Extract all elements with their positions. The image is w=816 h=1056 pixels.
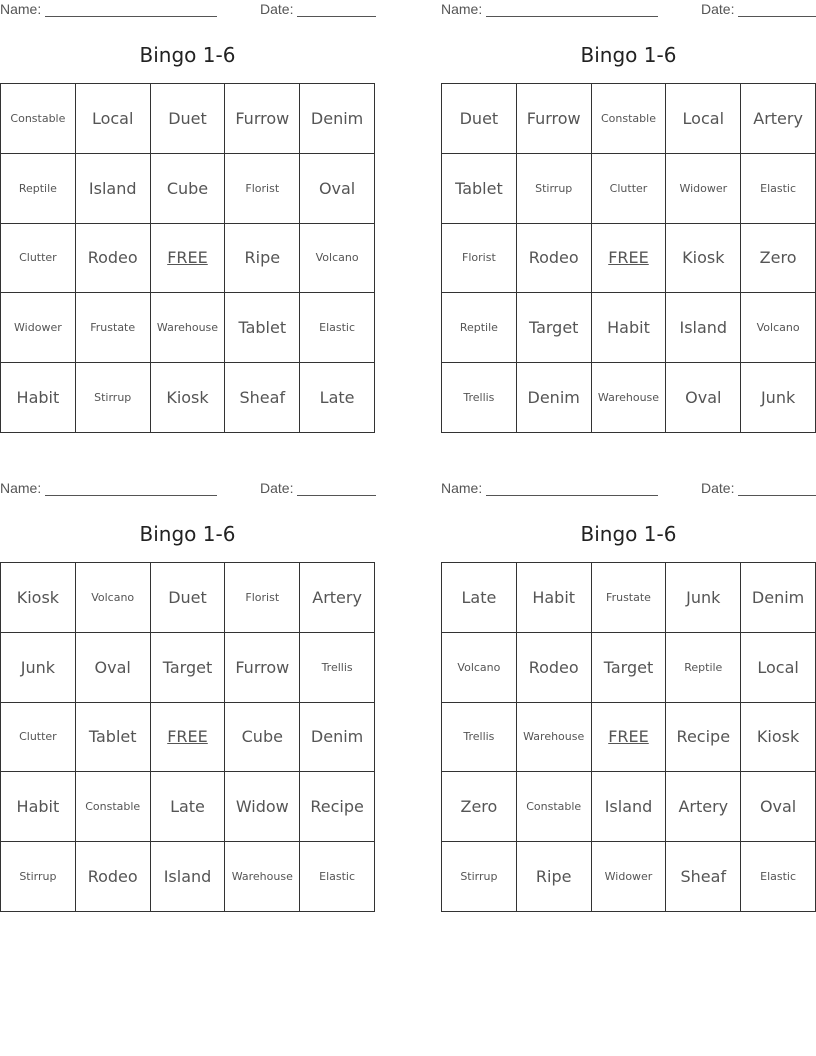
- bingo-cell[interactable]: Warehouse: [225, 842, 300, 912]
- bingo-cell[interactable]: Tablet: [442, 154, 517, 224]
- card-title: Bingo 1-6: [139, 43, 236, 67]
- bingo-cell[interactable]: Trellis: [442, 363, 517, 433]
- bingo-cell[interactable]: Clutter: [1, 224, 76, 294]
- bingo-cell[interactable]: Elastic: [741, 842, 816, 912]
- bingo-cell[interactable]: Reptile: [442, 293, 517, 363]
- bingo-cell[interactable]: Widower: [592, 842, 667, 912]
- bingo-cell[interactable]: Island: [592, 772, 667, 842]
- bingo-cell[interactable]: Local: [741, 633, 816, 703]
- bingo-cell[interactable]: Furrow: [225, 633, 300, 703]
- bingo-cell[interactable]: Island: [151, 842, 226, 912]
- bingo-cell[interactable]: Florist: [225, 154, 300, 224]
- free-cell[interactable]: FREE: [151, 224, 226, 294]
- bingo-cell[interactable]: Furrow: [517, 84, 592, 154]
- bingo-cell[interactable]: Habit: [1, 363, 76, 433]
- bingo-cell[interactable]: Duet: [151, 84, 226, 154]
- bingo-cell[interactable]: Volcano: [76, 563, 151, 633]
- name-date-row: [441, 1, 816, 19]
- bingo-cell[interactable]: Constable: [592, 84, 667, 154]
- date-blank-line[interactable]: [297, 16, 376, 17]
- name-date-row: [0, 480, 375, 498]
- name-label: Name:: [441, 1, 483, 17]
- date-blank-line[interactable]: [738, 495, 816, 496]
- bingo-cell[interactable]: Florist: [225, 563, 300, 633]
- bingo-cell[interactable]: Artery: [741, 84, 816, 154]
- bingo-cell[interactable]: Target: [151, 633, 226, 703]
- bingo-cell[interactable]: Kiosk: [741, 703, 816, 773]
- bingo-cell[interactable]: Stirrup: [76, 363, 151, 433]
- bingo-cell[interactable]: Oval: [741, 772, 816, 842]
- bingo-cell[interactable]: Artery: [300, 563, 375, 633]
- bingo-cell[interactable]: Stirrup: [1, 842, 76, 912]
- date-label: Date:: [701, 1, 735, 17]
- bingo-cell[interactable]: Widower: [666, 154, 741, 224]
- bingo-cell[interactable]: Rodeo: [76, 224, 151, 294]
- bingo-cell[interactable]: Late: [151, 772, 226, 842]
- date-label: Date:: [260, 1, 294, 17]
- bingo-cell[interactable]: Target: [517, 293, 592, 363]
- date-label: Date:: [260, 480, 294, 496]
- bingo-cell[interactable]: Clutter: [1, 703, 76, 773]
- bingo-cell[interactable]: Local: [76, 84, 151, 154]
- bingo-cell[interactable]: Kiosk: [666, 224, 741, 294]
- bingo-cell[interactable]: Habit: [592, 293, 667, 363]
- bingo-cell[interactable]: Junk: [741, 363, 816, 433]
- date-blank-line[interactable]: [738, 16, 816, 17]
- free-cell[interactable]: FREE: [151, 703, 226, 773]
- bingo-cell[interactable]: Island: [666, 293, 741, 363]
- bingo-cell[interactable]: Elastic: [300, 293, 375, 363]
- name-date-row: [441, 480, 816, 498]
- bingo-cell[interactable]: Stirrup: [442, 842, 517, 912]
- bingo-cell[interactable]: Oval: [76, 633, 151, 703]
- date-blank-line[interactable]: [297, 495, 376, 496]
- bingo-cell[interactable]: Warehouse: [517, 703, 592, 773]
- bingo-cell[interactable]: Rodeo: [76, 842, 151, 912]
- bingo-grid: [0, 562, 375, 912]
- bingo-cell[interactable]: Kiosk: [1, 563, 76, 633]
- bingo-cell[interactable]: Junk: [1, 633, 76, 703]
- bingo-cell[interactable]: Island: [76, 154, 151, 224]
- card-title: Bingo 1-6: [580, 522, 677, 546]
- bingo-cell[interactable]: Oval: [300, 154, 375, 224]
- name-date-row: [0, 1, 375, 19]
- bingo-cell[interactable]: Zero: [741, 224, 816, 294]
- bingo-cell[interactable]: Stirrup: [517, 154, 592, 224]
- free-cell[interactable]: FREE: [592, 703, 667, 773]
- bingo-cell[interactable]: Tablet: [76, 703, 151, 773]
- bingo-cell[interactable]: Sheaf: [225, 363, 300, 433]
- bingo-cell[interactable]: Denim: [741, 563, 816, 633]
- bingo-cell[interactable]: Sheaf: [666, 842, 741, 912]
- date-label: Date:: [701, 480, 735, 496]
- name-blank-line[interactable]: [486, 16, 658, 17]
- bingo-cell[interactable]: Junk: [666, 563, 741, 633]
- bingo-cell[interactable]: Frustate: [592, 563, 667, 633]
- bingo-cell[interactable]: Reptile: [666, 633, 741, 703]
- name-label: Name:: [0, 480, 42, 496]
- card-title: Bingo 1-6: [580, 43, 677, 67]
- bingo-cell[interactable]: Warehouse: [151, 293, 226, 363]
- bingo-cell[interactable]: Tablet: [225, 293, 300, 363]
- bingo-cell[interactable]: Constable: [517, 772, 592, 842]
- bingo-cell[interactable]: Trellis: [300, 633, 375, 703]
- free-cell[interactable]: FREE: [592, 224, 667, 294]
- bingo-cell[interactable]: Widower: [1, 293, 76, 363]
- bingo-cell[interactable]: Recipe: [300, 772, 375, 842]
- bingo-cell[interactable]: Local: [666, 84, 741, 154]
- bingo-cell[interactable]: Denim: [517, 363, 592, 433]
- bingo-cell[interactable]: Cube: [151, 154, 226, 224]
- bingo-cell[interactable]: Late: [442, 563, 517, 633]
- bingo-cell[interactable]: Artery: [666, 772, 741, 842]
- bingo-cell[interactable]: Oval: [666, 363, 741, 433]
- bingo-cell[interactable]: Trellis: [442, 703, 517, 773]
- bingo-cell[interactable]: Furrow: [225, 84, 300, 154]
- bingo-cell[interactable]: Rodeo: [517, 224, 592, 294]
- bingo-cell[interactable]: Recipe: [666, 703, 741, 773]
- bingo-cell[interactable]: Habit: [1, 772, 76, 842]
- bingo-cell[interactable]: Clutter: [592, 154, 667, 224]
- bingo-cell[interactable]: Rodeo: [517, 633, 592, 703]
- bingo-cell[interactable]: Volcano: [300, 224, 375, 294]
- bingo-cell[interactable]: Constable: [1, 84, 76, 154]
- bingo-cell[interactable]: Duet: [151, 563, 226, 633]
- bingo-cell[interactable]: Habit: [517, 563, 592, 633]
- bingo-cell[interactable]: Reptile: [1, 154, 76, 224]
- name-blank-line[interactable]: [45, 16, 217, 17]
- bingo-cell[interactable]: Frustate: [76, 293, 151, 363]
- bingo-cell[interactable]: Target: [592, 633, 667, 703]
- card-title: Bingo 1-6: [139, 522, 236, 546]
- bingo-cell[interactable]: Elastic: [741, 154, 816, 224]
- bingo-grid: [441, 83, 816, 433]
- bingo-cell[interactable]: Kiosk: [151, 363, 226, 433]
- bingo-cell[interactable]: Denim: [300, 703, 375, 773]
- bingo-cell[interactable]: Late: [300, 363, 375, 433]
- bingo-cell[interactable]: Constable: [76, 772, 151, 842]
- bingo-cell[interactable]: Ripe: [517, 842, 592, 912]
- name-label: Name:: [0, 1, 42, 17]
- bingo-grid: [0, 83, 375, 433]
- bingo-cell[interactable]: Widow: [225, 772, 300, 842]
- name-blank-line[interactable]: [45, 495, 217, 496]
- bingo-cell[interactable]: Cube: [225, 703, 300, 773]
- bingo-cell[interactable]: Zero: [442, 772, 517, 842]
- bingo-cell[interactable]: Warehouse: [592, 363, 667, 433]
- bingo-cell[interactable]: Denim: [300, 84, 375, 154]
- name-blank-line[interactable]: [486, 495, 658, 496]
- bingo-cell[interactable]: Volcano: [741, 293, 816, 363]
- bingo-cell[interactable]: Volcano: [442, 633, 517, 703]
- bingo-cell[interactable]: Ripe: [225, 224, 300, 294]
- bingo-cell[interactable]: Florist: [442, 224, 517, 294]
- bingo-grid: [441, 562, 816, 912]
- name-label: Name:: [441, 480, 483, 496]
- bingo-cell[interactable]: Elastic: [300, 842, 375, 912]
- bingo-cell[interactable]: Duet: [442, 84, 517, 154]
